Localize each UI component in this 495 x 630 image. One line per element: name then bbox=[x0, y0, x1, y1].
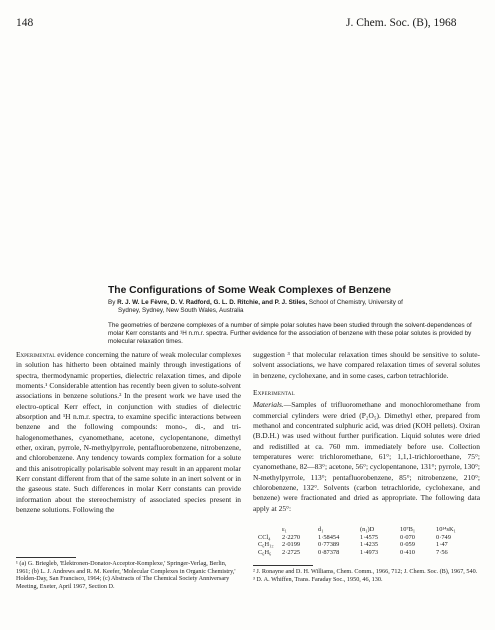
table-cell: 2·0199 bbox=[282, 541, 301, 549]
author-names: R. J. W. Le Fèvre, D. V. Radford, G. L. D. Ritchie, and P. J. Stiles, bbox=[117, 299, 308, 306]
table-header-cell: 10⁷B₁ bbox=[400, 526, 416, 533]
table-row bbox=[258, 534, 470, 542]
table-cell: 7·56 bbox=[436, 548, 448, 556]
table-header-cell: 10¹⁴sK₁ bbox=[436, 526, 456, 533]
footnote-3: ³ D. A. Whiffen, Trans. Faraday Soc., 1950, 46, 130. bbox=[253, 575, 383, 583]
footnote-rule-left bbox=[16, 557, 76, 558]
lead-word: Experimental bbox=[16, 350, 56, 359]
table-row bbox=[258, 541, 470, 549]
table-header-cell: ε₁ bbox=[282, 526, 287, 533]
abstract: The geometries of benzene complexes of a number of simple polar solutes have been studied through the solvent-dependences of molar Kerr constants and ¹H n.m.r. spectra. Further evidence for the association of benzene with these polar solutes is provided by molecular relaxation times. bbox=[108, 322, 472, 346]
footnote-1: ¹ (a) G. Briegleb, 'Elektronen-Donator-Acceptor-Komplexe,' Springer-Verlag, Berlin, 1961; (b) L. J. Andrews and R. M. Keefer, 'Molecular Complexes in Organic Chemistry,' Holden-Day, San Francisco, 1964; (c) Abstracts of The Chemical Society Anniversary Meeting, Exeter, April 1967, Section D. bbox=[16, 560, 236, 590]
table-cell: 0·749 bbox=[436, 533, 451, 541]
table-cell: CCl₄ bbox=[258, 533, 271, 541]
table-cell: 1·4973 bbox=[360, 548, 379, 556]
table-cell: 1·58454 bbox=[318, 533, 340, 541]
table-cell: 2·2725 bbox=[282, 548, 301, 556]
solvent-data-table bbox=[258, 526, 470, 556]
affiliation-line-1: School of Chemistry, University of bbox=[308, 299, 403, 306]
left-column bbox=[16, 350, 241, 516]
table-header-cell: (n₁)D bbox=[360, 526, 375, 533]
materials-paragraph bbox=[253, 400, 480, 514]
table-header-cell bbox=[258, 526, 282, 534]
solvent-data-table-wrap bbox=[258, 526, 470, 556]
intro-continuation: suggestion ³ that molecular relaxation times should be sensitive to solute-solvent associations, we have compared relaxation times of several solutes in benzene, cyclohexane, and in some cases, carbon tetrachloride. bbox=[253, 350, 480, 380]
section-heading-experimental: Experimental bbox=[253, 388, 295, 398]
by-label: By bbox=[108, 299, 116, 306]
footnotes-right bbox=[253, 568, 480, 583]
author-block bbox=[108, 299, 478, 315]
table-cell: 0·87378 bbox=[318, 548, 340, 556]
intro-paragraph bbox=[16, 350, 241, 516]
table-cell: 0·410 bbox=[400, 548, 415, 556]
table-cell: 2·2270 bbox=[282, 533, 301, 541]
table-cell: 0·059 bbox=[400, 541, 415, 549]
footnote-2: ² J. Ronayne and D. H. Williams, Chem. Comm., 1966, 712; J. Chem. Soc. (B), 1967, 540. bbox=[253, 568, 478, 575]
materials-text: —Samples of trifluoromethane and monochloromethane from commercial cylinders were dried (P₂O₅). Dimethyl ether, prepared from methanol and concentrated sulphuric acid, was dried (KOH pellets). Oxiran (B.D.H.) was used without further purification. Liquid solutes were dried and redistilled at ca. 760 mm. immediately before use. Collection temperatures were: trichloromethane, 61°; 1,1,1-trichloroethane, 75°; cyanomethane, 82—83°; acetone, 56°; cyclopentanone, 131°; pyrrole, 130°; N-methylpyrrole, 113°; pentafluorobenzene, 85°; nitrobenzene, 210°; chlorobenzene, 132°. Solvents (carbon tetrachloride, cyclohexane, and benzene) were fractionated and dried as appropriate. The following data apply at 25°: bbox=[253, 400, 480, 513]
footnotes-left bbox=[16, 560, 241, 590]
affiliation-line-2: Sydney, Sydney, New South Wales, Australia bbox=[118, 307, 244, 315]
table-cell: 0·070 bbox=[400, 533, 415, 541]
table-cell: 1·4235 bbox=[360, 541, 379, 549]
table-header-row bbox=[258, 526, 470, 534]
footnote-rule-right bbox=[253, 565, 313, 566]
table-cell: 0·77389 bbox=[318, 541, 340, 549]
intro-text: evidence concerning the nature of weak molecular complexes in solution has hitherto been obtained mainly through investigations of spectra, thermodynamic properties, dielectric relaxation times, and dipole moments.¹ Considerable attention has recently been given to solute-solvent associations in benzene solutions.² In the present work we have used the electro-optical Kerr effect, in conjunction with studies of dielectric absorption and ¹H n.m.r. spectra, to examine specific interactions between benzene and the following compounds: mono-, di-, and tri-halogenomethanes, cyanomethane, acetone, cyclopentanone, dimethyl ether, oxiran, pyrrole, N-methylpyrrole, pentafluorobenzene, nitrobenzene, and chlorobenzene. Any tendency towards complex formation for a solute and this anisotropically polarisable solvent may result in an apparent molar Kerr constant different from that of the same solute in an inert solvent or in the gaseous state. Such differences in molar Kerr constants can provide information about the stereochemistry of associated species present in benzene solutions. Following the bbox=[16, 350, 241, 515]
article-title: The Configurations of Some Weak Complexes of Benzene bbox=[108, 285, 392, 296]
table-row bbox=[258, 549, 470, 557]
table-cell: 1·47 bbox=[436, 541, 448, 549]
table-cell: C₆H₆ bbox=[258, 548, 272, 556]
table-cell: C₆H₁₂ bbox=[258, 541, 274, 549]
materials-label: Materials. bbox=[253, 400, 284, 410]
table-header-cell: d₁ bbox=[318, 526, 324, 533]
journal-header: J. Chem. Soc. (B), 1968 bbox=[346, 17, 457, 29]
right-column bbox=[253, 350, 480, 514]
page-number: 148 bbox=[16, 17, 34, 29]
table-cell: 1·4575 bbox=[360, 533, 379, 541]
